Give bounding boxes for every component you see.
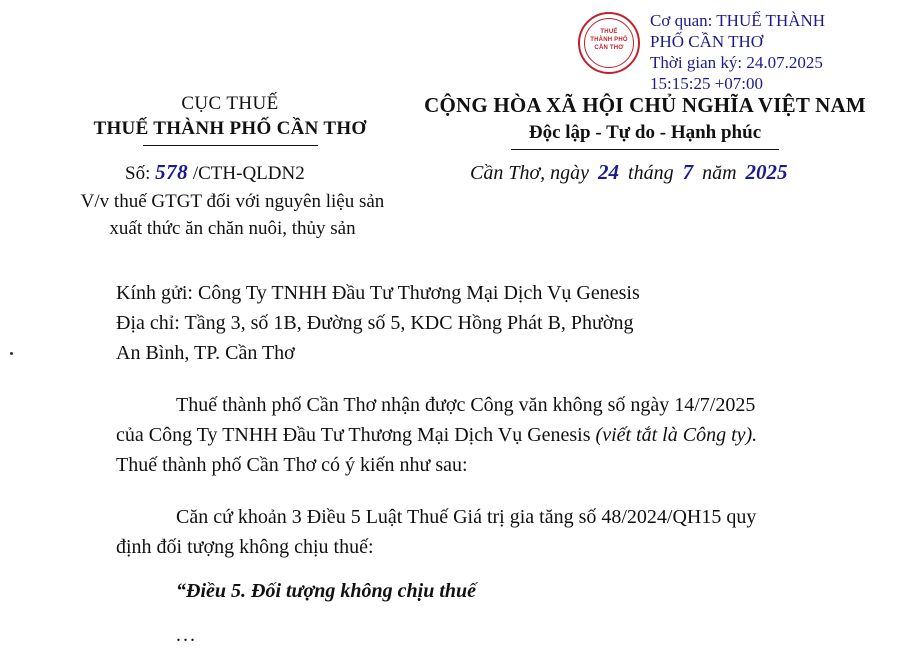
authority-line-1: CỤC THUẾ <box>181 93 279 114</box>
signature-time-label: Thời gian ký: 24.07.2025 <box>650 53 823 72</box>
so-number: 578 <box>155 160 189 184</box>
national-title: CỘNG HÒA XÃ HỘI CHỦ NGHĨA VIỆT NAM <box>424 93 866 117</box>
date-line <box>470 158 792 187</box>
authority-line-2: THUẾ THÀNH PHỐ CẦN THƠ <box>93 118 367 139</box>
date-year: 2025 <box>745 160 788 184</box>
digital-signature-block <box>578 10 890 94</box>
quoted-ellipsis: ... <box>176 624 197 646</box>
signature-org-line1: Cơ quan: THUẾ THÀNH <box>650 11 826 30</box>
date-month-label: tháng <box>628 162 674 184</box>
document-subject <box>60 188 405 242</box>
address-line-1: Địa chỉ: Tầng 3, số 1B, Đường số 5, KDC Hồng Phát B, Phường <box>116 312 634 334</box>
body-spacer-1 <box>116 368 846 390</box>
reference-number-line <box>125 160 305 186</box>
paragraph-1-line-3: Thuế thành phố Cần Thơ có ý kiến như sau: <box>116 454 468 476</box>
quoted-article-heading: “Điều 5. Đối tượng không chịu thuế <box>176 580 476 602</box>
date-year-label: năm <box>702 162 737 184</box>
date-month: 7 <box>682 160 694 184</box>
subject-line-1: V/v thuế GTGT đối với nguyên liệu sản <box>80 191 385 212</box>
paragraph-1-line-1: Thuế thành phố Cần Thơ nhận được Công văn không số ngày 14/7/2025 <box>176 394 756 416</box>
date-day: 24 <box>598 160 620 184</box>
motto-underline <box>511 149 779 150</box>
recipient-line: Kính gửi: Công Ty TNHH Đầu Tư Thương Mại Dịch Vụ Genesis <box>116 282 640 304</box>
document-body <box>116 278 846 650</box>
margin-dot <box>10 352 13 355</box>
signature-text <box>650 10 825 94</box>
paragraph-1-abbrev-note: (viết tắt là Công ty). <box>595 424 758 446</box>
paragraph-2-line-2: định đối tượng không chịu thuế: <box>116 536 374 558</box>
national-heading-block <box>420 92 870 150</box>
address-line-2: An Bình, TP. Cần Thơ <box>116 342 295 364</box>
issuing-authority-block <box>60 92 400 146</box>
subject-line-2: xuất thức ăn chăn nuôi, thủy sản <box>109 218 356 239</box>
signature-time-value: 15:15:25 +07:00 <box>650 74 764 93</box>
tax-department-stamp-icon <box>578 12 640 74</box>
authority-underline <box>143 145 318 146</box>
stamp-line-2: THÀNH PHỐ <box>590 37 628 43</box>
body-spacer-2 <box>116 480 846 502</box>
paragraph-1-line-2 <box>116 420 846 450</box>
stamp-line-3: CẦN THƠ <box>594 45 624 51</box>
stamp-line-1: THUẾ <box>600 29 618 35</box>
paragraph-2-line-1: Căn cứ khoản 3 Điều 5 Luật Thuế Giá trị gia tăng số 48/2024/QH15 quy <box>176 506 757 528</box>
so-suffix: /CTH-QLDN2 <box>192 163 305 184</box>
national-motto: Độc lập - Tự do - Hạnh phúc <box>528 122 762 143</box>
so-label: Số: <box>125 163 151 184</box>
date-place: Cần Thơ, ngày <box>470 162 590 184</box>
signature-org-line2: PHỐ CẦN THƠ <box>650 32 764 51</box>
paragraph-1-line-2-text: của Công Ty TNHH Đầu Tư Thương Mại Dịch Vụ Genesis <box>116 424 596 446</box>
